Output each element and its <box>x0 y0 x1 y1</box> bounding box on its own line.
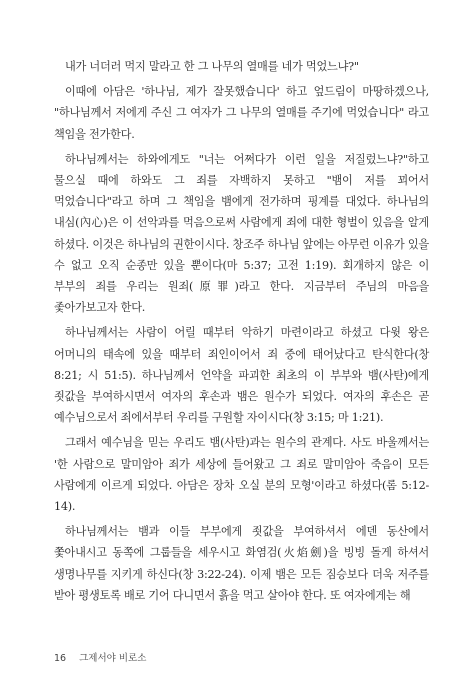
paragraph-3: 하나님께서는 하와에게도 "너는 어쩌다가 이런 일을 저질렀느냐?"하고 물으실 때에 하와도 그 죄를 자백하지 못하고 "뱀이 저를 꾀어서 먹었습니다"라고 하며 그 책임을 뱀에게 전가하며 핑계를 대었다. 하나님의 내심(內心)은 이 선악과를 먹음으로써 사람에게 죄에 대한 형벌이 있음을 알게 하셨다. 이것은 하나님의 권한이시다. 창조주 하나님 앞에는 아무런 이유가 있을 수 없고 오직 순종만 있을 뿐이다(마 5:37; 고전 1:19). 회개하지 않은 이 부부의 죄를 우리는 원죄(原罪)라고 한다. 지금부터 주님의 마음을 좇아가보고자 한다. <box>54 152 429 315</box>
paragraph-6: 하나님께서는 뱀과 이들 부부에게 죗값을 부여하셔서 에덴 동산에서 쫓아내시고 동쪽에 그룹들을 세우시고 화염검(火焰劍)을 빙빙 돌게 하셔서 생명나무를 지키게 하신다(창 3:22-24). 이제 뱀은 모든 짐승보다 더욱 저주를 받아 평생토록 배로 기어 다니면서 흙을 먹고 살아야 한다. 또 여자에게는 해 <box>54 525 429 602</box>
page-number: 16 <box>54 653 67 664</box>
body-text <box>54 56 429 606</box>
paragraph-5: 그래서 예수님을 믿는 우리도 뱀(사탄)과는 원수의 관계다. 사도 바울께서는 '한 사람으로 말미암아 죄가 세상에 들어왔고 그 죄로 말미암아 죽음이 모든 사람에게 이르게 되었다. 아담은 장차 오실 분의 모형'이라고 하셨다(롬 5:12-14). <box>54 436 429 514</box>
running-title: 그제서야 비로소 <box>79 653 147 664</box>
paragraph-2: 이때에 아담은 '하나님, 제가 잘못했습니다' 하고 엎드림이 마땅하겠으나, "하나님께서 저에게 주신 그 여자가 그 나무의 열매를 주기에 먹었습니다" 라고 책임을 전가한다. <box>54 85 429 141</box>
paragraph-1: 내가 너더러 먹지 말라고 한 그 나무의 열매를 네가 먹었느냐?" <box>65 60 359 73</box>
page-footer <box>54 650 146 664</box>
paragraph-4: 하나님께서는 사람이 어릴 때부터 악하기 마련이라고 하셨고 다윗 왕은 어머니의 태속에 있을 때부터 죄인이어서 죄 중에 태어났다고 탄식한다(창 8:21; 시 51:5). 하나님께서 언약을 파괴한 최초의 이 부부와 뱀(사탄)에게 죗값을 부여하시면서 여자의 후손과 뱀은 원수가 되었다. 여자의 후손은 곧 예수님으로서 죄에서부터 우리를 구원할 자이시다(창 3:15; 마 1:21). <box>54 326 429 425</box>
